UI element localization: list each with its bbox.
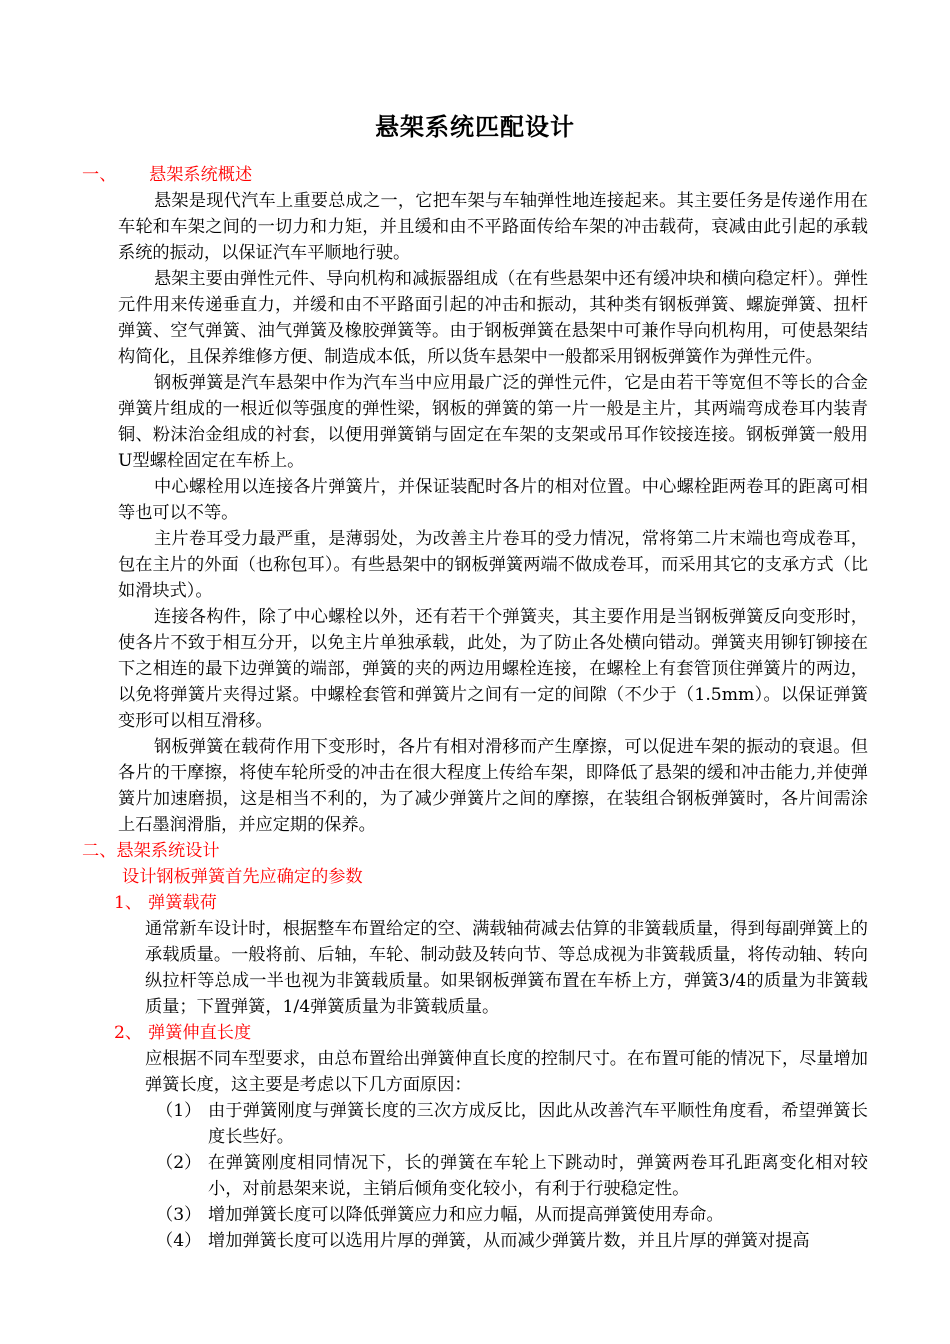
section-2-subheading: 设计钢板弹簧首先应确定的参数 xyxy=(122,867,363,887)
paragraph: 连接各构件，除了中心螺栓以外，还有若干个弹簧夹，其主要作用是当钢板弹簧反向变形时，使各片不致于相互分开，以免主片单独承载，此处，为了防止各处横向错动。弹簧夹用铆钉铆接在下之相连的最下边弹簧的端部，弹簧的夹的两边用螺栓连接，在螺栓上有套管顶住弹簧片的两边，以免将弹簧片夹得过紧。中螺栓套管和弹簧片之间有一定的间隙（不少于（1.5mm）。以保证弹簧变形可以相互滑移。 xyxy=(118,607,868,731)
paragraph: 钢板弹簧在载荷作用下变形时，各片有相对滑移而产生摩擦，可以促进车架的振动的衰退。但各片的干摩擦，将使车轮所受的冲击在很大程度上传给车架，即降低了悬架的缓和冲击能力,并使弹簧片加速磨损，这是相当不利的，为了减少弹簧片之间的摩擦，在装组合钢板弹簧时，各片间需涂上石墨润滑脂，并应定期的保养。 xyxy=(118,737,868,835)
item-2-text: 应根据不同车型要求，由总布置给出弹簧伸直长度的控制尺寸。在布置可能的情况下，尽量增加弹簧长度，这主要是考虑以下几方面原因： xyxy=(145,1049,868,1095)
section-1-heading xyxy=(82,162,868,188)
item-2-heading xyxy=(114,1020,868,1046)
list-item xyxy=(156,1228,868,1254)
section-1-title: 悬架系统概述 xyxy=(149,165,253,185)
page-title: 悬架系统匹配设计 xyxy=(375,112,575,141)
item-1-number: 1、 xyxy=(114,893,143,913)
item-2-number: 2、 xyxy=(114,1023,143,1043)
list-item-text: 在弹簧刚度相同情况下，长的弹簧在车轮上下跳动时，弹簧两卷耳孔距离变化相对较小，对前悬架来说，主销后倾角变化较小，有利于行驶稳定性。 xyxy=(208,1153,868,1199)
paragraph: 中心螺栓用以连接各片弹簧片，并保证装配时各片的相对位置。中心螺栓距两卷耳的距离可相等也可以不等。 xyxy=(118,477,868,523)
item-1-title: 弹簧载荷 xyxy=(148,893,217,913)
paragraph: 悬架主要由弹性元件、导向机构和减振器组成（在有些悬架中还有缓冲块和横向稳定杆）。弹性元件用来传递垂直力，并缓和由不平路面引起的冲击和振动，其种类有钢板弹簧、螺旋弹簧、扭杆弹簧、空气弹簧、油气弹簧及橡胶弹簧等。由于钢板弹簧在悬架中可兼作导向机构用，可使悬架结构简化，且保养维修方便、制造成本低，所以货车悬架中一般都采用钢板弹簧作为弹性元件。 xyxy=(118,269,868,367)
list-item xyxy=(156,1098,868,1150)
list-item-number: （2） xyxy=(156,1153,202,1173)
list-item-text: 增加弹簧长度可以降低弹簧应力和应力幅，从而提高弹簧使用寿命。 xyxy=(208,1205,724,1225)
item-1-heading xyxy=(114,890,868,916)
paragraph: 主片卷耳受力最严重，是薄弱处，为改善主片卷耳的受力情况，常将第二片末端也弯成卷耳，包在主片的外面（也称包耳）。有些悬架中的钢板弹簧两端不做成卷耳，而采用其它的支承方式（比如滑块式）。 xyxy=(118,529,868,601)
paragraph: 悬架是现代汽车上重要总成之一，它把车架与车轴弹性地连接起来。其主要任务是传递作用在车轮和车架之间的一切力和力矩，并且缓和由不平路面传给车架的冲击载荷，衰减由此引起的承载系统的振动，以保证汽车平顺地行驶。 xyxy=(118,191,868,263)
list-item-number: （3） xyxy=(156,1205,202,1225)
list-item-text: 由于弹簧刚度与弹簧长度的三次方成反比，因此从改善汽车平顺性角度看，希望弹簧长度长些好。 xyxy=(208,1101,868,1147)
paragraph: 钢板弹簧是汽车悬架中作为汽车当中应用最广泛的弹性元件，它是由若干等宽但不等长的合金弹簧片组成的一根近似等强度的弹性梁，钢板的弹簧的第一片一般是主片，其两端弯成卷耳内装青铜、粉沫治金组成的衬套，以便用弹簧销与固定在车架的支架或吊耳作铰接连接。钢板弹簧一般用U型螺栓固定在车桥上。 xyxy=(118,373,868,471)
list-item-number: （1） xyxy=(156,1101,202,1121)
list-item-text: 增加弹簧长度可以选用片厚的弹簧，从而减少弹簧片数，并且片厚的弹簧对提高 xyxy=(208,1231,810,1251)
document-body xyxy=(82,162,868,1254)
section-2-heading: 二、悬架系统设计 xyxy=(82,841,220,861)
section-1-number: 一、 xyxy=(82,165,117,185)
item-1-text: 通常新车设计时，根据整车布置给定的空、满载轴荷减去估算的非簧载质量，得到每副弹簧上的承载质量。一般将前、后轴，车轮、制动鼓及转向节、等总成视为非簧载质量，将传动轴、转向纵拉杆等总成一半也视为非簧载质量。如果钢板弹簧布置在车桥上方，弹簧3/4的质量为非簧载质量；下置弹簧，1/4弹簧质量为非簧载质量。 xyxy=(145,919,868,1017)
list-item xyxy=(156,1150,868,1202)
item-2-title: 弹簧伸直长度 xyxy=(148,1023,252,1043)
list-item-number: （4） xyxy=(156,1231,202,1251)
list-item xyxy=(156,1202,868,1228)
